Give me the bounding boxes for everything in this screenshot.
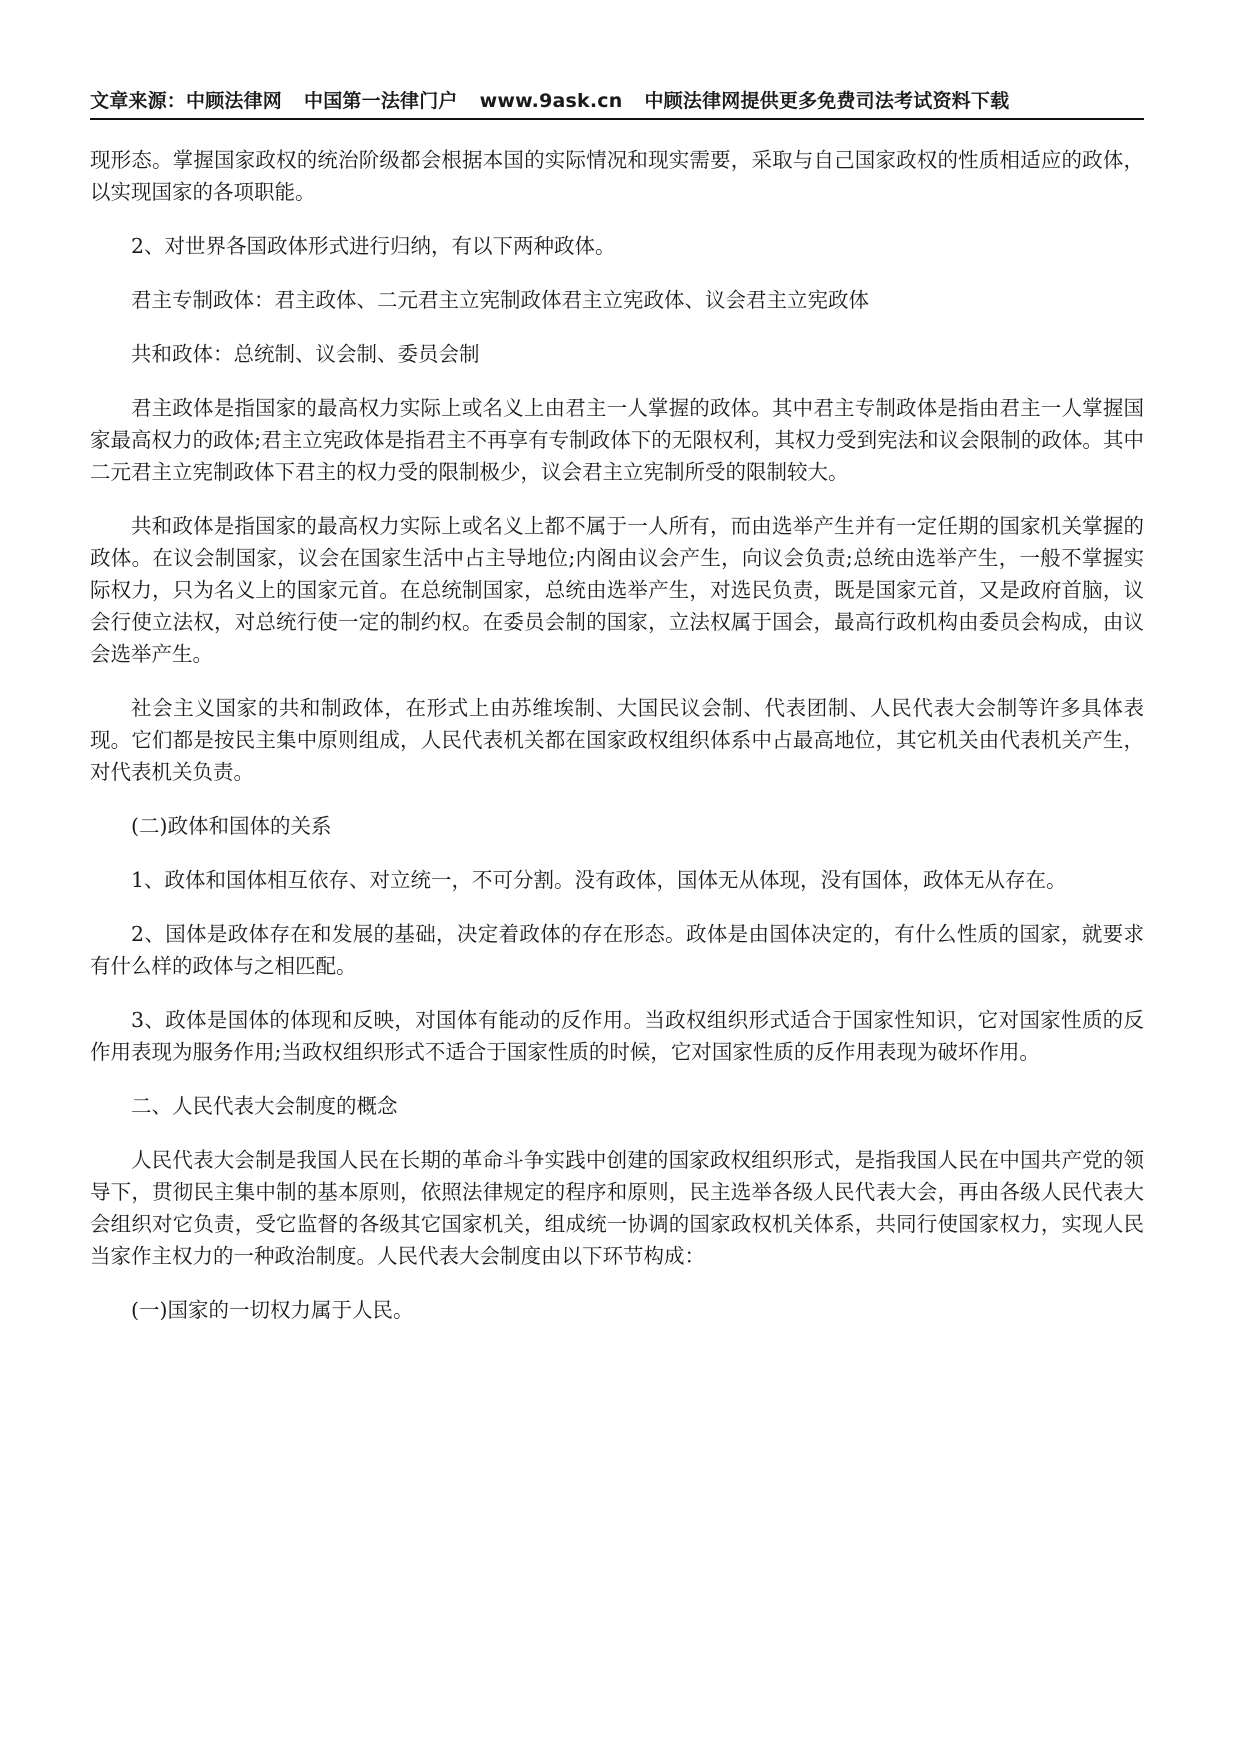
header-portal: 中国第一法律门户 xyxy=(304,90,458,112)
section-heading-power: (一)国家的一切权力属于人民。 xyxy=(131,1298,414,1322)
list-item-2: 2、对世界各国政体形式进行归纳，有以下两种政体。 xyxy=(131,234,616,258)
paragraph-continuation: 现形态。掌握国家政权的统治阶级都会根据本国的实际情况和现实需要，采取与自己国家政权的性质相适应的政体，以实现国家的各项职能。 xyxy=(90,148,1144,204)
header-promo: 中顾法律网提供更多免费司法考试资料下载 xyxy=(644,90,1010,112)
list-item-3: 3、政体是国体的体现和反映，对国体有能动的反作用。当政权组织形式适合于国家性知识，它对国家性质的反作用表现为服务作用;当政权组织形式不适合于国家性质的时候，它对国家性质的反作用表现为破坏作用。 xyxy=(90,1008,1144,1064)
paragraph-monarchy-types: 君主专制政体：君主政体、二元君主立宪制政体君主立宪政体、议会君主立宪政体 xyxy=(131,288,869,312)
paragraph-republic-types: 共和政体：总统制、议会制、委员会制 xyxy=(131,342,480,366)
section-heading-npc: 二、人民代表大会制度的概念 xyxy=(131,1094,398,1118)
header-url[interactable]: www.9ask.cn xyxy=(479,90,623,112)
page-header xyxy=(90,86,1144,120)
header-source: 文章来源：中顾法律网 xyxy=(90,90,283,112)
paragraph-socialist: 社会主义国家的共和制政体，在形式上由苏维埃制、大国民议会制、代表团制、人民代表大会制等许多具体表现。它们都是按民主集中原则组成，人民代表机关都在国家政权组织体系中占最高地位，其它机关由代表机关产生，对代表机关负责。 xyxy=(90,696,1144,784)
paragraph-republic: 共和政体是指国家的最高权力实际上或名义上都不属于一人所有，而由选举产生并有一定任期的国家机关掌握的政体。在议会制国家，议会在国家生活中占主导地位;内阁由议会产生，向议会负责;总统由选举产生，一般不掌握实际权力，只为名义上的国家元首。在总统制国家，总统由选举产生，对选民负责，既是国家元首，又是政府首脑，议会行使立法权，对总统行使一定的制约权。在委员会制的国家，立法权属于国会，最高行政机构由委员会构成，由议会选举产生。 xyxy=(90,514,1144,666)
list-item-2b: 2、国体是政体存在和发展的基础，决定着政体的存在形态。政体是由国体决定的，有什么性质的国家，就要求有什么样的政体与之相匹配。 xyxy=(90,922,1144,978)
paragraph-npc-definition: 人民代表大会制是我国人民在长期的革命斗争实践中创建的国家政权组织形式，是指我国人民在中国共产党的领导下，贯彻民主集中制的基本原则，依照法律规定的程序和原则，民主选举各级人民代表大会，再由各级人民代表大会组织对它负责，受它监督的各级其它国家机关，组成统一协调的国家政权机关体系，共同行使国家权力，实现人民当家作主权力的一种政治制度。人民代表大会制度由以下环节构成： xyxy=(90,1148,1144,1268)
paragraph-monarchy: 君主政体是指国家的最高权力实际上或名义上由君主一人掌握的政体。其中君主专制政体是指由君主一人掌握国家最高权力的政体;君主立宪政体是指君主不再享有专制政体下的无限权利，其权力受到宪法和议会限制的政体。其中二元君主立宪制政体下君主的权力受的限制极少，议会君主立宪制所受的限制较大。 xyxy=(90,396,1144,484)
list-item-1: 1、政体和国体相互依存、对立统一，不可分割。没有政体，国体无从体现，没有国体，政体无从存在。 xyxy=(131,868,1067,892)
document-body xyxy=(90,144,1144,1348)
section-heading-relationship: (二)政体和国体的关系 xyxy=(131,814,332,838)
